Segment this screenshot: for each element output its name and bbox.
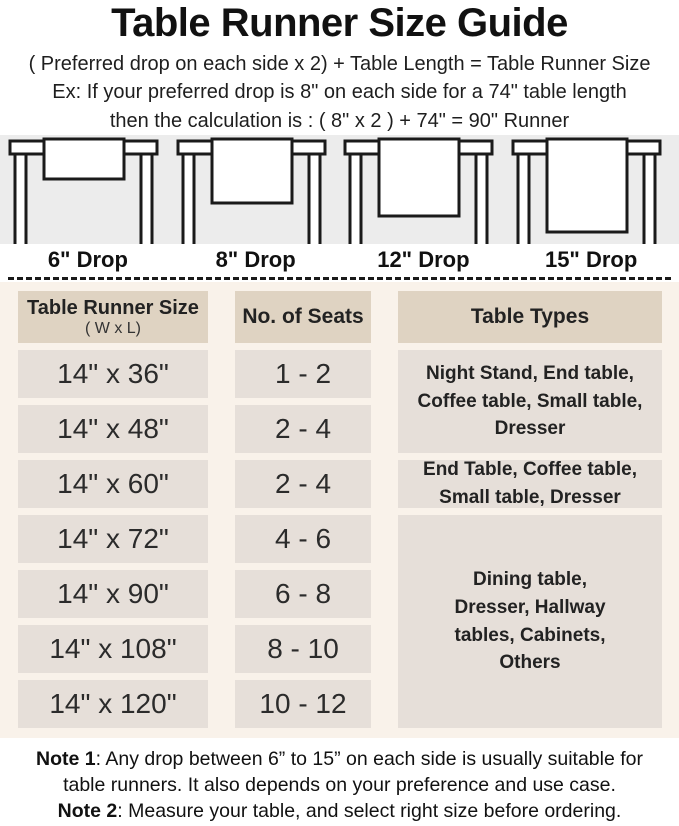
size-cell-row4: 14" x 72" — [18, 515, 208, 563]
note-1-line-2: table runners. It also depends on your preference and use case. — [63, 774, 616, 797]
drop-labels-row — [0, 244, 679, 276]
column-header-size — [18, 291, 208, 343]
note-1-label: Note 1 — [35, 748, 96, 771]
types-cell-group1: Night Stand, End table, Coffee table, Small table, Dresser — [398, 350, 662, 453]
seats-cell-row6: 8 - 10 — [235, 625, 371, 673]
size-cell-row1: 14" x 36" — [18, 350, 208, 398]
seats-cell-row5: 6 - 8 — [235, 570, 371, 618]
drop-label-15in: 15" Drop — [544, 247, 638, 272]
header-section — [0, 0, 679, 135]
size-cell-row7: 14" x 120" — [18, 680, 208, 728]
seats-cell-row4: 4 - 6 — [235, 515, 371, 563]
table-illustration-8in-drop — [176, 135, 336, 244]
seats-cell-row2: 2 - 4 — [235, 405, 371, 453]
size-header-title: Table Runner Size — [27, 296, 199, 319]
note-1-line-1 — [0, 747, 679, 773]
example-line-2: then the calculation is : ( 8" x 2 ) + 74" = 90" Runner — [109, 109, 570, 132]
seats-cell-row7: 10 - 12 — [235, 680, 371, 728]
size-cell-row2: 14" x 48" — [18, 405, 208, 453]
page-title: Table Runner Size Guide — [111, 1, 568, 45]
size-cell-row6: 14" x 108" — [18, 625, 208, 673]
table-illustration-12in-drop — [343, 135, 503, 244]
drop-label-8in: 8" Drop — [215, 247, 296, 272]
seats-cell-row3: 2 - 4 — [235, 460, 371, 508]
seats-header-title: No. of Seats — [242, 305, 364, 329]
dashed-divider — [8, 277, 671, 280]
table-illustration-15in-drop — [511, 135, 671, 244]
types-cell-group2: End Table, Coffee table, Small table, Dresser — [398, 460, 662, 508]
notes-section — [0, 738, 679, 826]
drop-label-12in: 12" Drop — [377, 247, 470, 272]
note-2-line — [0, 799, 679, 825]
table-illustration-6in-drop — [8, 135, 168, 244]
drop-label-6in: 6" Drop — [47, 247, 128, 272]
types-header-title: Table Types — [470, 305, 590, 329]
size-cell-row5: 14" x 90" — [18, 570, 208, 618]
drop-illustrations-band — [0, 135, 679, 244]
note-2-label: Note 2 — [57, 799, 118, 822]
size-table — [0, 282, 679, 738]
seats-cell-row1: 1 - 2 — [235, 350, 371, 398]
note-2-text: : Measure your table, and select right size before ordering. — [117, 799, 622, 822]
formula-text: ( Preferred drop on each side x 2) + Table Length = Table Runner Size — [28, 52, 651, 75]
note-1-text-1: : Any drop between 6” to 15” on each side is usually suitable for — [95, 748, 644, 771]
size-header-subtitle: ( W x L) — [85, 319, 141, 337]
example-line-1: Ex: If your preferred drop is 8" on each side for a 74" table length — [52, 80, 627, 103]
types-cell-group3: Dining table, Dresser, Hallway tables, Cabinets, Others — [398, 515, 662, 728]
size-cell-row3: 14" x 60" — [18, 460, 208, 508]
column-header-seats — [235, 291, 371, 343]
column-header-types — [398, 291, 662, 343]
